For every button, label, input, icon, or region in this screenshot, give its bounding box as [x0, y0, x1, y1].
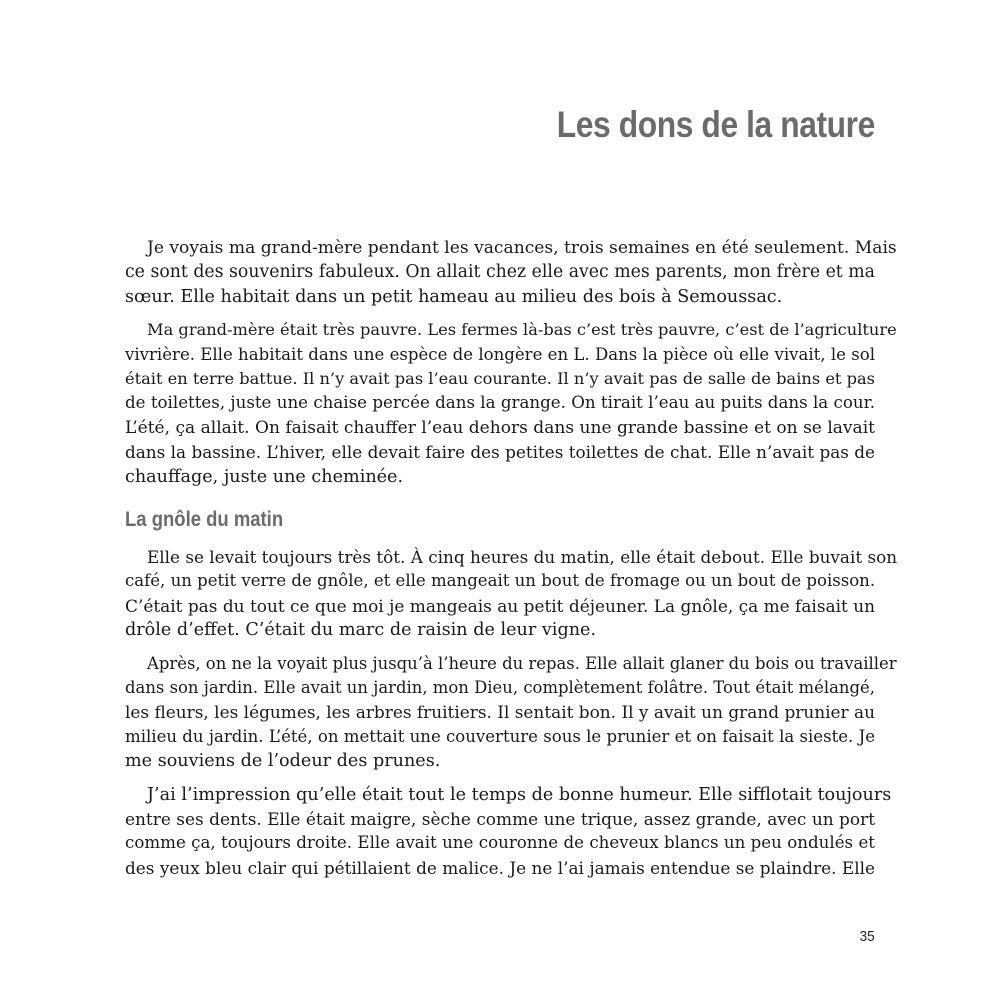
text-line: comme ça, toujours droite. Elle avait une couronne de cheveux blancs un peu ondulés et: [125, 833, 875, 853]
text-line: café, un petit verre de gnôle, et elle mangeait un bout de fromage ou un bout de poisson.: [125, 571, 876, 591]
chapter-title: Les dons de la nature: [556, 104, 875, 145]
section-2-body: [125, 545, 898, 889]
text-line: milieu du jardin. L’été, on mettait une couverture sous le prunier et on faisait la sieste. Je: [125, 726, 875, 746]
text-line: était en terre battue. Il n’y avait pas l’eau courante. Il n’y avait pas de salle de bains et pas: [125, 368, 875, 388]
paragraph: [125, 236, 897, 309]
text-line: ce sont des souvenirs fabuleux. On allait chez elle avec mes parents, mon frère et ma: [125, 262, 875, 283]
text-line: des yeux bleu clair qui pétillaient de malice. Je ne l’ai jamais entendue se plaindre. Elle: [125, 857, 875, 878]
text-line: J’ai l’impression qu’elle était tout le temps de bonne humeur. Elle sifflotait toujours: [147, 784, 892, 805]
text-line: chauffage, juste une cheminée.: [125, 466, 404, 487]
section-1-body: [125, 236, 897, 498]
text-line: vivrière. Elle habitait dans une espèce de longère en L. Dans la pièce où elle vivait, le sol: [125, 344, 875, 364]
text-line: entre ses dents. Elle était maigre, sèche comme une trique, assez grande, avec un port: [125, 808, 875, 829]
text-line: C’était pas du tout ce que moi je mangeais au petit déjeuner. La gnôle, ça me faisait un: [125, 595, 875, 616]
text-line: dans la bassine. L’hiver, elle devait faire des petites toilettes de chat. Elle n’avait pas de: [125, 442, 875, 463]
paragraph: [125, 318, 897, 489]
text-line: les fleurs, les légumes, les arbres fruitiers. Il sentait bon. Il y avait un grand prunier au: [125, 702, 875, 723]
text-line: Ma grand-mère était très pauvre. Les fermes là-bas c’est très pauvre, c’est de l’agriculture: [147, 320, 897, 340]
text-line: Elle se levait toujours très tôt. À cinq heures du matin, elle était debout. Elle buvait son: [147, 547, 898, 567]
text-line: dans son jardin. Elle avait un jardin, mon Dieu, complètement folâtre. Tout était mélangé,: [125, 677, 875, 697]
text-line: de toilettes, juste une chaise percée dans la grange. On tirait l’eau au puits dans la cour.: [125, 393, 876, 413]
text-line: me souviens de l’odeur des prunes.: [125, 751, 441, 772]
paragraph: [125, 783, 892, 881]
text-line: L’été, ça allait. On faisait chauffer l’eau dehors dans une grande bassine et on se lavait: [125, 417, 875, 438]
section-heading: La gnôle du matin: [125, 508, 284, 531]
paragraph: [125, 652, 897, 774]
text-line: Je voyais ma grand-mère pendant les vacances, trois semaines en été seulement. Mais: [147, 238, 897, 258]
text-line: sœur. Elle habitait dans un petit hameau au milieu des bois à Semoussac.: [125, 286, 783, 307]
paragraph: [125, 545, 898, 643]
text-line: drôle d’effet. C’était du marc de raisin de leur vigne.: [125, 620, 597, 641]
text-line: Après, on ne la voyait plus jusqu’à l’heure du repas. Elle allait glaner du bois ou travailler: [147, 653, 897, 673]
page-number: 35: [859, 928, 875, 945]
